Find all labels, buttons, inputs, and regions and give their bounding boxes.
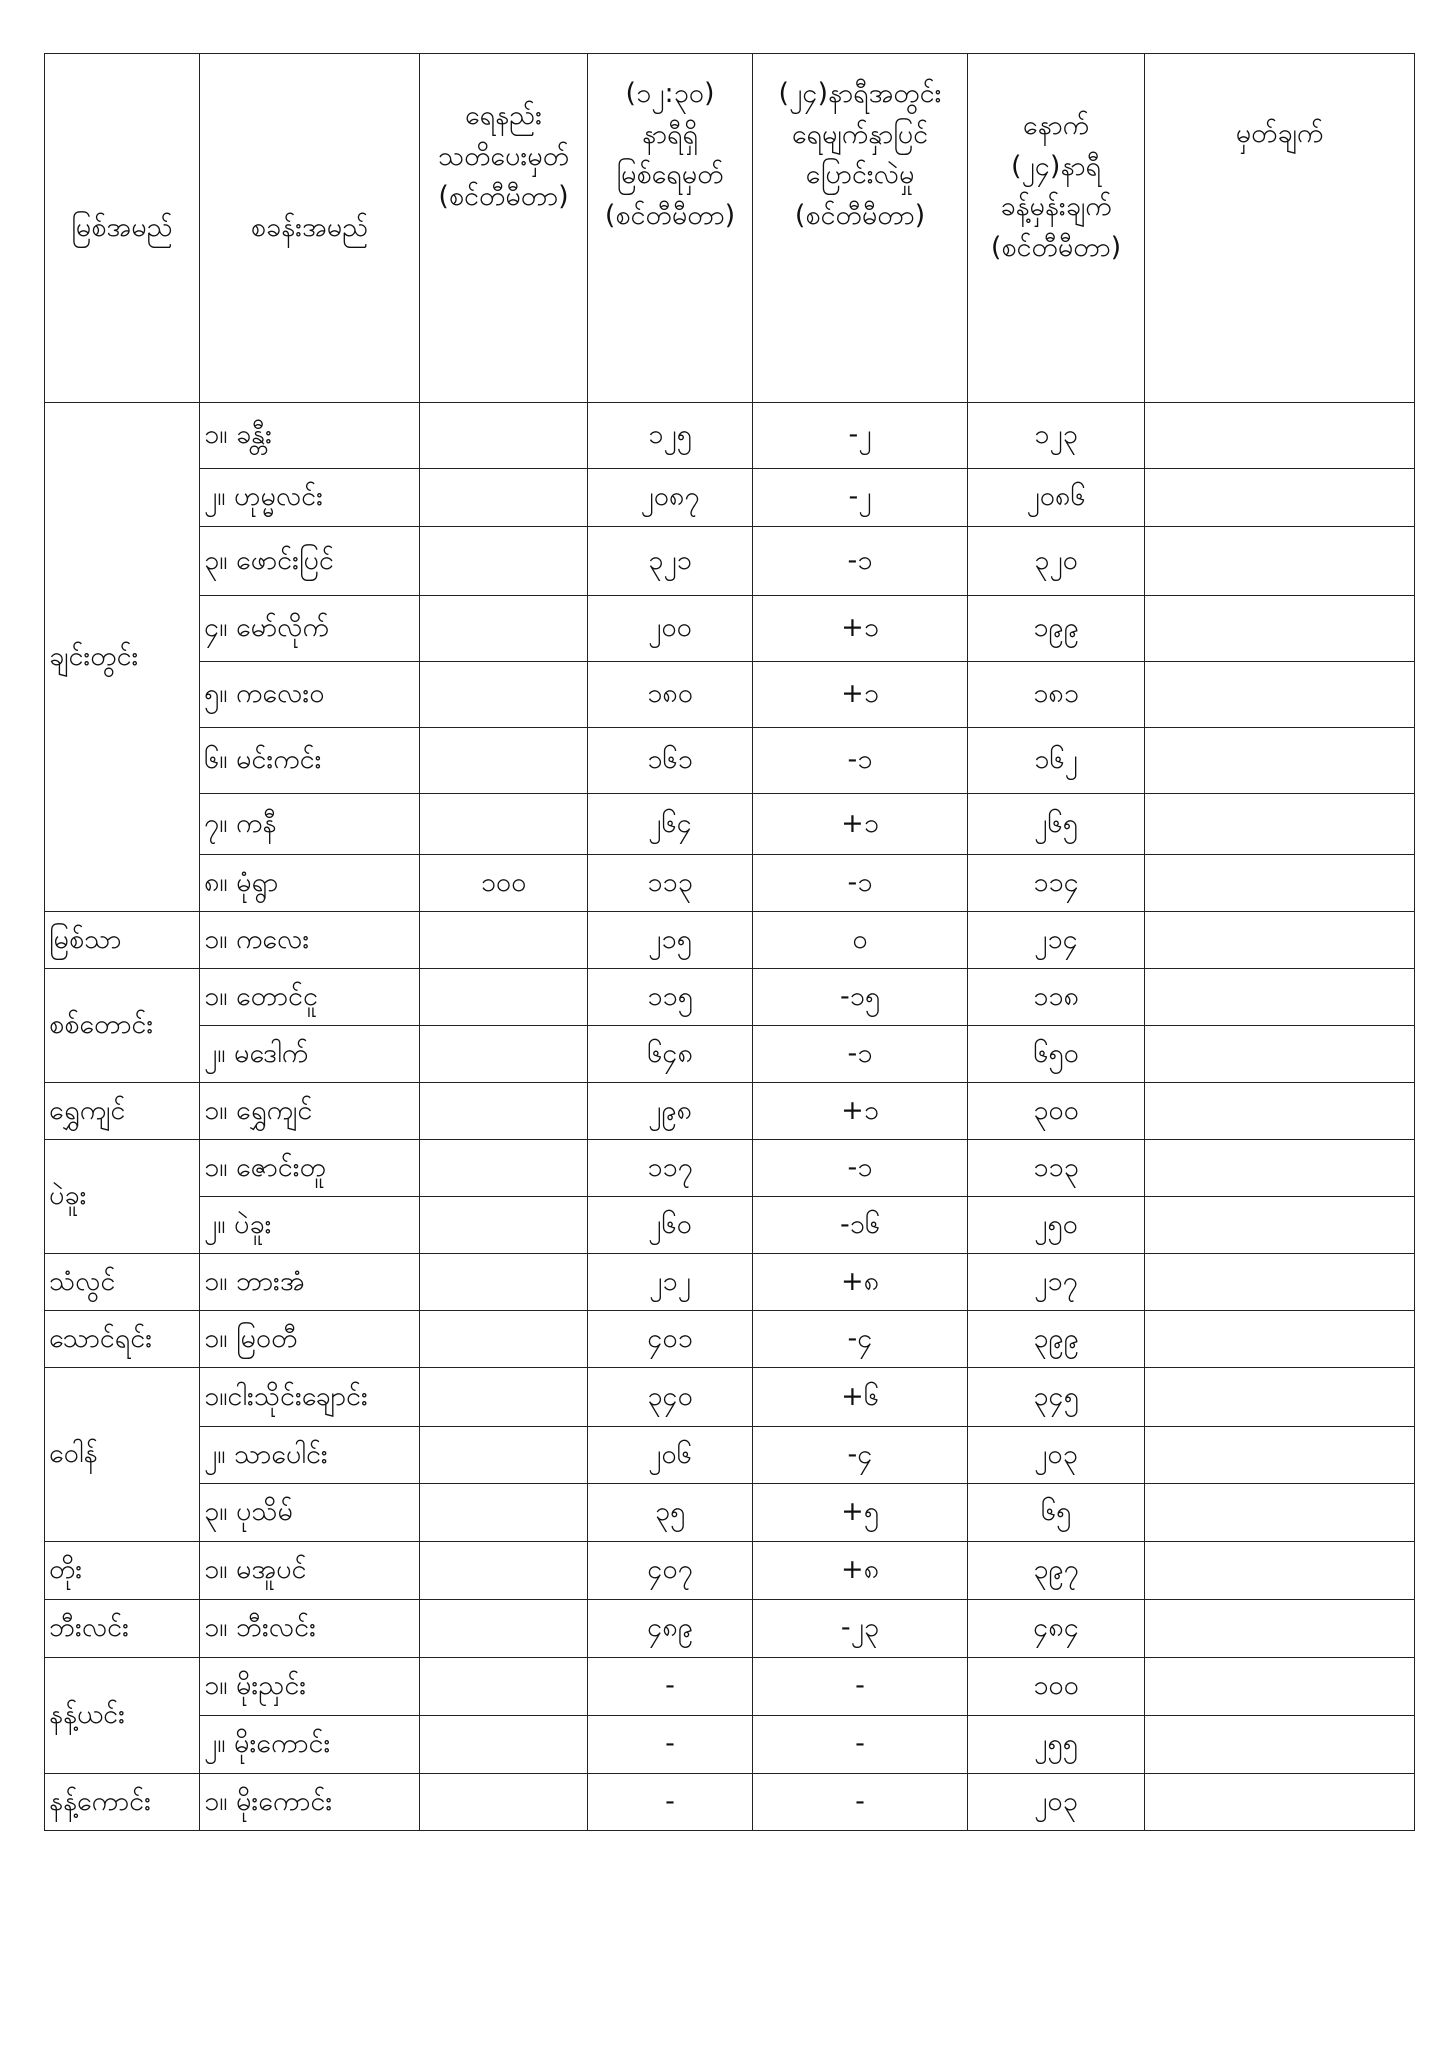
- header-forecast-line: ခန့်မှန်းချက်: [1000, 191, 1112, 222]
- station-name-cell: ၂။ မဒေါက်: [200, 1026, 420, 1083]
- table-row: [45, 728, 1415, 794]
- remarks-cell: [1145, 855, 1415, 912]
- danger-level-cell: [420, 527, 588, 596]
- remarks-cell: [1145, 794, 1415, 855]
- water-level-cell: ၃၂၁: [588, 527, 753, 596]
- table-row: [45, 1368, 1415, 1427]
- water-level-cell: ၂၀၆: [588, 1427, 753, 1484]
- forecast-cell: ၁၁၄: [968, 855, 1145, 912]
- remarks-cell: [1145, 1427, 1415, 1484]
- forecast-cell: ၁၂၃: [968, 403, 1145, 469]
- danger-level-cell: [420, 912, 588, 969]
- water-level-cell: ၂၆၄: [588, 794, 753, 855]
- river-name-cell: ချင်းတွင်း: [45, 403, 200, 912]
- level-change-cell: ၀: [753, 912, 968, 969]
- level-change-cell: -: [753, 1774, 968, 1831]
- forecast-cell: ၂၀၈၆: [968, 469, 1145, 527]
- table-row: [45, 912, 1415, 969]
- water-level-cell: ၂၁၅: [588, 912, 753, 969]
- level-change-cell: -: [753, 1716, 968, 1774]
- danger-level-cell: [420, 969, 588, 1026]
- forecast-cell: ၂၀၃: [968, 1427, 1145, 1484]
- danger-level-cell: [420, 728, 588, 794]
- danger-level-cell: [420, 1484, 588, 1542]
- water-level-cell: ၂၀၈၇: [588, 469, 753, 527]
- forecast-cell: ၂၆၅: [968, 794, 1145, 855]
- danger-level-cell: [420, 1716, 588, 1774]
- forecast-cell: ၄၈၄: [968, 1600, 1145, 1658]
- forecast-cell: ၁၁၈: [968, 969, 1145, 1026]
- forecast-cell: ၁၉၉: [968, 596, 1145, 662]
- river-name-cell: နန့်ကောင်း: [45, 1774, 200, 1831]
- river-name-cell: ပဲခူး: [45, 1140, 200, 1254]
- remarks-cell: [1145, 1716, 1415, 1774]
- remarks-cell: [1145, 596, 1415, 662]
- table-row: [45, 1254, 1415, 1311]
- forecast-cell: ၂၁၄: [968, 912, 1145, 969]
- water-level-cell: -: [588, 1774, 753, 1831]
- station-name-cell: ၄။ မော်လိုက်: [200, 596, 420, 662]
- water-level-cell: ၄၈၉: [588, 1600, 753, 1658]
- remarks-cell: [1145, 1542, 1415, 1600]
- remarks-cell: [1145, 1026, 1415, 1083]
- station-name-cell: ၈။ မုံရွာ: [200, 855, 420, 912]
- remarks-cell: [1145, 662, 1415, 728]
- station-name-cell: ၁။ မအူပင်: [200, 1542, 420, 1600]
- header-level-line: (၁၂:၃၀): [625, 78, 715, 109]
- header-level: [588, 54, 753, 403]
- danger-level-cell: [420, 1083, 588, 1140]
- header-change: [753, 54, 968, 403]
- level-change-cell: -၁: [753, 728, 968, 794]
- header-change-line: ရေမျက်နှာပြင်: [791, 118, 929, 150]
- header-forecast: [968, 54, 1145, 403]
- table-row: [45, 662, 1415, 728]
- forecast-cell: ၂၅၀: [968, 1197, 1145, 1254]
- level-change-cell: +၈: [753, 1542, 968, 1600]
- remarks-cell: [1145, 1083, 1415, 1140]
- table-row: [45, 969, 1415, 1026]
- station-name-cell: ၁။ မိုးညှင်း: [200, 1658, 420, 1716]
- level-change-cell: -၁၆: [753, 1197, 968, 1254]
- danger-level-cell: [420, 1311, 588, 1368]
- water-level-cell: ၂၀၀: [588, 596, 753, 662]
- header-river: မြစ်အမည်: [45, 54, 200, 403]
- danger-level-cell: [420, 1774, 588, 1831]
- station-name-cell: ၃။ ပုသိမ်: [200, 1484, 420, 1542]
- header-forecast-line: (၂၄)နာရီ: [1010, 150, 1102, 182]
- river-name-cell: သံလွင်: [45, 1254, 200, 1311]
- station-name-cell: ၁။ မိုးကောင်း: [200, 1774, 420, 1831]
- forecast-cell: ၃၂၀: [968, 527, 1145, 596]
- level-change-cell: -၁: [753, 1140, 968, 1197]
- remarks-cell: [1145, 527, 1415, 596]
- table-row: [45, 794, 1415, 855]
- header-forecast-line: နောက်: [1022, 110, 1090, 141]
- station-name-cell: ၁။ ဘားအံ: [200, 1254, 420, 1311]
- level-change-cell: -၁: [753, 1026, 968, 1083]
- level-change-cell: +၁: [753, 1083, 968, 1140]
- danger-level-cell: [420, 1427, 588, 1484]
- forecast-cell: ၃၄၅: [968, 1368, 1145, 1427]
- danger-level-cell: [420, 1140, 588, 1197]
- remarks-cell: [1145, 1484, 1415, 1542]
- level-change-cell: -၁၅: [753, 969, 968, 1026]
- header-level-line: မြစ်ရေမှတ်: [616, 159, 724, 190]
- station-name-cell: ၁။ ဘီးလင်း: [200, 1600, 420, 1658]
- header-change-line: (၂၄)နာရီအတွင်း: [778, 78, 942, 109]
- header-level-line: (စင်တီမီတာ): [604, 199, 736, 231]
- remarks-cell: [1145, 469, 1415, 527]
- station-name-cell: ၃။ ဖောင်းပြင်: [200, 527, 420, 596]
- level-change-cell: +၁: [753, 662, 968, 728]
- table-row: [45, 855, 1415, 912]
- river-name-cell: မြစ်သာ: [45, 912, 200, 969]
- river-name-cell: ဘီးလင်း: [45, 1600, 200, 1658]
- forecast-cell: ၁၈၁: [968, 662, 1145, 728]
- table-row: [45, 1197, 1415, 1254]
- table-row: [45, 527, 1415, 596]
- table-row: [45, 1026, 1415, 1083]
- forecast-cell: ၃၉၇: [968, 1542, 1145, 1600]
- remarks-cell: [1145, 1368, 1415, 1427]
- station-name-cell: ၁။ တောင်ငူ: [200, 969, 420, 1026]
- water-level-cell: ၁၂၅: [588, 403, 753, 469]
- forecast-cell: ၁၁၃: [968, 1140, 1145, 1197]
- river-name-cell: စစ်တောင်း: [45, 969, 200, 1083]
- station-name-cell: ၆။ မင်းကင်း: [200, 728, 420, 794]
- forecast-cell: ၃၉၉: [968, 1311, 1145, 1368]
- river-level-table: [44, 53, 1415, 1831]
- water-level-cell: ၁၁၅: [588, 969, 753, 1026]
- danger-level-cell: [420, 794, 588, 855]
- station-name-cell: ၁။ငါးသိုင်းချောင်း: [200, 1368, 420, 1427]
- danger-level-cell: [420, 662, 588, 728]
- remarks-cell: [1145, 728, 1415, 794]
- level-change-cell: -၄: [753, 1311, 968, 1368]
- danger-level-cell: [420, 1368, 588, 1427]
- forecast-cell: ၆၅: [968, 1484, 1145, 1542]
- water-level-cell: ၁၁၃: [588, 855, 753, 912]
- river-name-cell: တိုး: [45, 1542, 200, 1600]
- table-row: [45, 1716, 1415, 1774]
- danger-level-cell: [420, 1542, 588, 1600]
- level-change-cell: -: [753, 1658, 968, 1716]
- remarks-cell: [1145, 1140, 1415, 1197]
- river-name-cell: ဝေါန်: [45, 1368, 200, 1542]
- remarks-cell: [1145, 1197, 1415, 1254]
- remarks-cell: [1145, 1600, 1415, 1658]
- danger-level-cell: ၁၀၀: [420, 855, 588, 912]
- header-danger-line: (စင်တီမီတာ): [438, 181, 569, 212]
- forecast-cell: ၁၆၂: [968, 728, 1145, 794]
- remarks-cell: [1145, 969, 1415, 1026]
- water-level-cell: ၁၁၇: [588, 1140, 753, 1197]
- river-name-cell: နန့်ယင်း: [45, 1658, 200, 1774]
- table-row: [45, 596, 1415, 662]
- danger-level-cell: [420, 403, 588, 469]
- table-row: [45, 1311, 1415, 1368]
- water-level-cell: ၁၆၁: [588, 728, 753, 794]
- station-name-cell: ၇။ ကနီ: [200, 794, 420, 855]
- table-row: [45, 403, 1415, 469]
- header-row: [45, 54, 1415, 403]
- station-name-cell: ၂။ မိုးကောင်း: [200, 1716, 420, 1774]
- danger-level-cell: [420, 469, 588, 527]
- station-name-cell: ၁။ မြဝတီ: [200, 1311, 420, 1368]
- station-name-cell: ၁။ ဇောင်းတူ: [200, 1140, 420, 1197]
- level-change-cell: -၄: [753, 1427, 968, 1484]
- forecast-cell: ၆၅၀: [968, 1026, 1145, 1083]
- level-change-cell: +၅: [753, 1484, 968, 1542]
- water-level-cell: ၂၁၂: [588, 1254, 753, 1311]
- forecast-cell: ၁၀၀: [968, 1658, 1145, 1716]
- table-row: [45, 1600, 1415, 1658]
- level-change-cell: -၂: [753, 403, 968, 469]
- remarks-cell: [1145, 1658, 1415, 1716]
- river-name-cell: သောင်ရင်း: [45, 1311, 200, 1368]
- water-level-cell: ၂၆၀: [588, 1197, 753, 1254]
- table-row: [45, 1484, 1415, 1542]
- level-change-cell: +၆: [753, 1368, 968, 1427]
- danger-level-cell: [420, 1600, 588, 1658]
- header-danger-line: ရေနည်း: [464, 100, 543, 131]
- header-danger-line: သတိပေးမှတ်: [437, 140, 570, 172]
- table-row: [45, 1140, 1415, 1197]
- level-change-cell: -၂၃: [753, 1600, 968, 1658]
- remarks-cell: [1145, 403, 1415, 469]
- station-name-cell: ၁။ ရွှေကျင်: [200, 1083, 420, 1140]
- water-level-cell: ၄၀၁: [588, 1311, 753, 1368]
- forecast-cell: ၂၁၇: [968, 1254, 1145, 1311]
- level-change-cell: -၁: [753, 855, 968, 912]
- station-name-cell: ၁။ ခန္တီး: [200, 403, 420, 469]
- station-name-cell: ၂။ ဟုမ္မလင်း: [200, 469, 420, 527]
- table-body: [45, 403, 1415, 1831]
- danger-level-cell: [420, 596, 588, 662]
- table-row: [45, 1542, 1415, 1600]
- station-name-cell: ၅။ ကလေးဝ: [200, 662, 420, 728]
- river-name-cell: ရွှေကျင်: [45, 1083, 200, 1140]
- header-danger: [420, 54, 588, 403]
- danger-level-cell: [420, 1254, 588, 1311]
- header-forecast-line: (စင်တီမီတာ): [990, 231, 1122, 263]
- forecast-cell: ၃၀၀: [968, 1083, 1145, 1140]
- remarks-cell: [1145, 1311, 1415, 1368]
- station-name-cell: ၂။ ပဲခူး: [200, 1197, 420, 1254]
- header-level-line: နာရီရှိ: [641, 118, 699, 150]
- danger-level-cell: [420, 1026, 588, 1083]
- station-name-cell: ၂။ သာပေါင်း: [200, 1427, 420, 1484]
- header-change-line: ပြောင်းလဲမှု: [805, 159, 915, 190]
- remarks-cell: [1145, 1254, 1415, 1311]
- forecast-cell: ၂၀၃: [968, 1774, 1145, 1831]
- remarks-cell: [1145, 1774, 1415, 1831]
- level-change-cell: +၈: [753, 1254, 968, 1311]
- forecast-cell: ၂၅၅: [968, 1716, 1145, 1774]
- table-row: [45, 1658, 1415, 1716]
- water-level-cell: -: [588, 1658, 753, 1716]
- level-change-cell: -၂: [753, 469, 968, 527]
- remarks-cell: [1145, 912, 1415, 969]
- table-row: [45, 1774, 1415, 1831]
- station-name-cell: ၁။ ကလေး: [200, 912, 420, 969]
- water-level-cell: ၂၉၈: [588, 1083, 753, 1140]
- header-remarks: မှတ်ချက်: [1145, 54, 1415, 403]
- level-change-cell: -၁: [753, 527, 968, 596]
- level-change-cell: +၁: [753, 596, 968, 662]
- water-level-cell: ၄၀၇: [588, 1542, 753, 1600]
- water-level-cell: ၆၄၈: [588, 1026, 753, 1083]
- table-row: [45, 1427, 1415, 1484]
- danger-level-cell: [420, 1197, 588, 1254]
- water-level-cell: ၁၈၀: [588, 662, 753, 728]
- water-level-cell: ၃၄၀: [588, 1368, 753, 1427]
- table-row: [45, 1083, 1415, 1140]
- header-station: စခန်းအမည်: [200, 54, 420, 403]
- danger-level-cell: [420, 1658, 588, 1716]
- water-level-cell: -: [588, 1716, 753, 1774]
- water-level-cell: ၃၅: [588, 1484, 753, 1542]
- table-row: [45, 469, 1415, 527]
- level-change-cell: +၁: [753, 794, 968, 855]
- header-change-line: (စင်တီမီတာ): [794, 199, 926, 231]
